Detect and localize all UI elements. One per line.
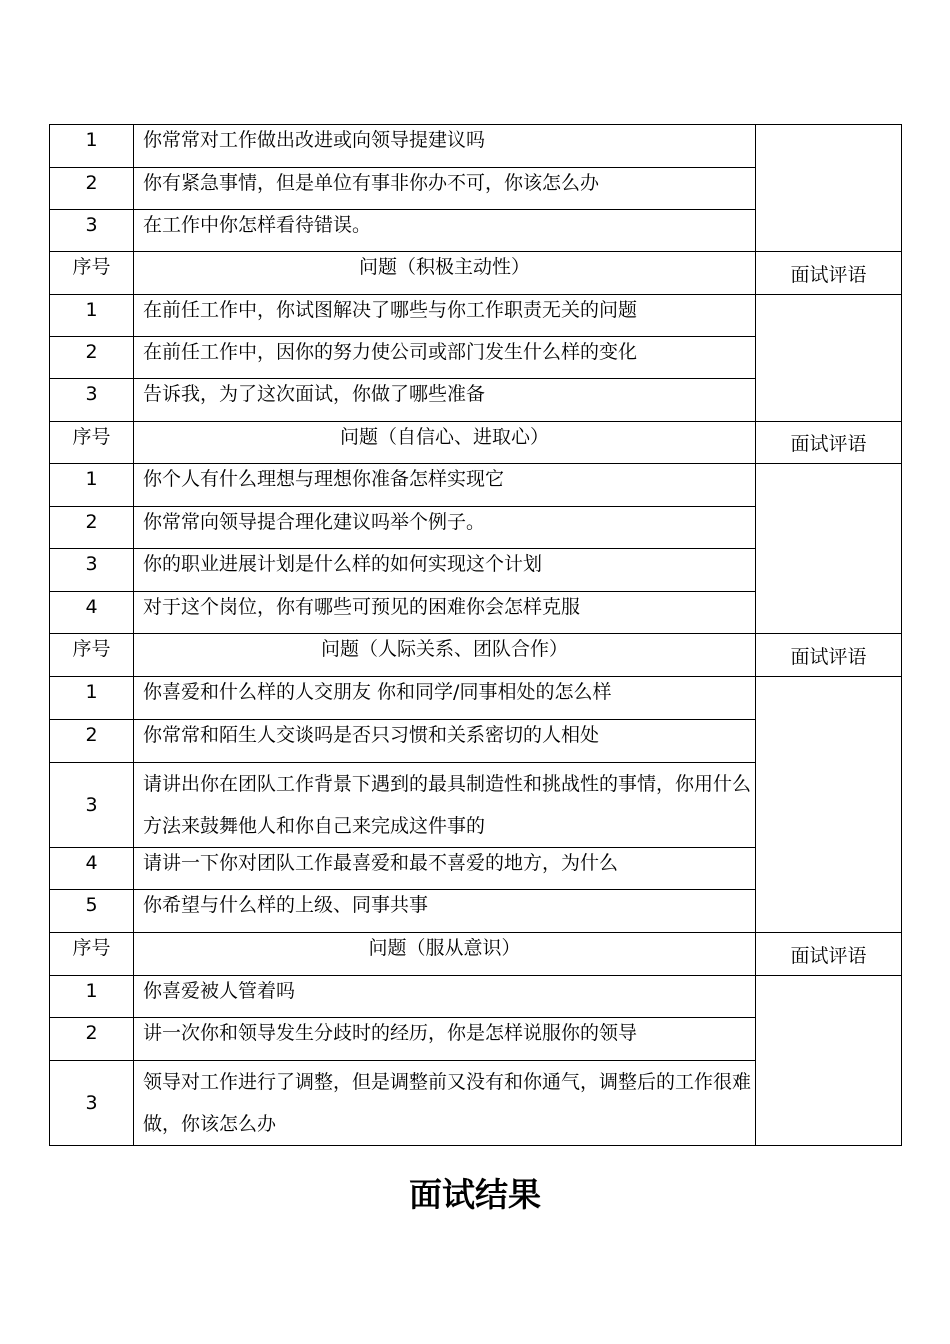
header-number-label: 序号 [50, 634, 134, 677]
question-text: 在前任工作中，因你的努力使公司或部门发生什么样的变化 [134, 337, 756, 379]
section-title: 问题（积极主动性） [134, 252, 756, 295]
question-number: 4 [50, 592, 134, 634]
section-header-row [50, 933, 902, 976]
section-title: 问题（自信心、进取心） [134, 422, 756, 464]
question-number: 3 [50, 210, 134, 252]
section-title: 问题（服从意识） [134, 933, 756, 976]
question-number: 2 [50, 168, 134, 210]
table-row [50, 464, 902, 507]
header-number-label: 序号 [50, 933, 134, 976]
question-number: 5 [50, 890, 134, 933]
question-text: 你的职业进展计划是什么样的如何实现这个计划 [134, 549, 756, 592]
question-number: 1 [50, 464, 134, 507]
question-number: 1 [50, 677, 134, 720]
question-number: 3 [50, 549, 134, 592]
question-number: 3 [50, 379, 134, 422]
question-number: 1 [50, 295, 134, 337]
question-number: 1 [50, 976, 134, 1018]
question-number: 2 [50, 1018, 134, 1061]
comment-cell [756, 464, 902, 634]
header-number-label: 序号 [50, 422, 134, 464]
question-text: 请讲出你在团队工作背景下遇到的最具制造性和挑战性的事情，你用什么方法来鼓舞他人和你自己来完成这件事的 [134, 763, 756, 848]
question-text: 你喜爱被人管着吗 [134, 976, 756, 1018]
question-number: 1 [50, 125, 134, 168]
question-text: 你常常和陌生人交谈吗是否只习惯和关系密切的人相处 [134, 720, 756, 763]
question-text: 领导对工作进行了调整，但是调整前又没有和你通气，调整后的工作很难做，你该怎么办 [134, 1061, 756, 1146]
section-header-row [50, 422, 902, 464]
interview-question-table [49, 124, 902, 1146]
interview-result-title: 面试结果 [409, 1175, 541, 1214]
question-number: 3 [50, 1061, 134, 1146]
question-text: 请讲一下你对团队工作最喜爱和最不喜爱的地方，为什么 [134, 848, 756, 890]
comment-cell [756, 677, 902, 933]
comment-cell [756, 125, 902, 252]
header-comment-label: 面试评语 [756, 634, 902, 677]
table-row [50, 295, 902, 337]
question-number: 2 [50, 507, 134, 549]
header-comment-label: 面试评语 [756, 252, 902, 295]
comment-cell [756, 295, 902, 422]
section-header-row [50, 634, 902, 677]
section-header-row [50, 252, 902, 295]
header-number-label: 序号 [50, 252, 134, 295]
table-row [50, 125, 902, 168]
question-text: 你喜爱和什么样的人交朋友 你和同学/同事相处的怎么样 [134, 677, 756, 720]
question-text: 你常常向领导提合理化建议吗举个例子。 [134, 507, 756, 549]
comment-cell [756, 976, 902, 1146]
question-number: 2 [50, 720, 134, 763]
table-row [50, 677, 902, 720]
header-comment-label: 面试评语 [756, 933, 902, 976]
question-number: 3 [50, 763, 134, 848]
section-title: 问题（人际关系、团队合作） [134, 634, 756, 677]
question-text: 告诉我，为了这次面试，你做了哪些准备 [134, 379, 756, 422]
table-row [50, 976, 902, 1018]
question-text: 你个人有什么理想与理想你准备怎样实现它 [134, 464, 756, 507]
question-number: 4 [50, 848, 134, 890]
question-text: 在前任工作中，你试图解决了哪些与你工作职责无关的问题 [134, 295, 756, 337]
question-text: 你常常对工作做出改进或向领导提建议吗 [134, 125, 756, 168]
question-number: 2 [50, 337, 134, 379]
header-comment-label: 面试评语 [756, 422, 902, 464]
question-text: 讲一次你和领导发生分歧时的经历，你是怎样说服你的领导 [134, 1018, 756, 1061]
question-text: 对于这个岗位，你有哪些可预见的困难你会怎样克服 [134, 592, 756, 634]
question-text: 你有紧急事情，但是单位有事非你办不可，你该怎么办 [134, 168, 756, 210]
question-text: 你希望与什么样的上级、同事共事 [134, 890, 756, 933]
question-text: 在工作中你怎样看待错误。 [134, 210, 756, 252]
